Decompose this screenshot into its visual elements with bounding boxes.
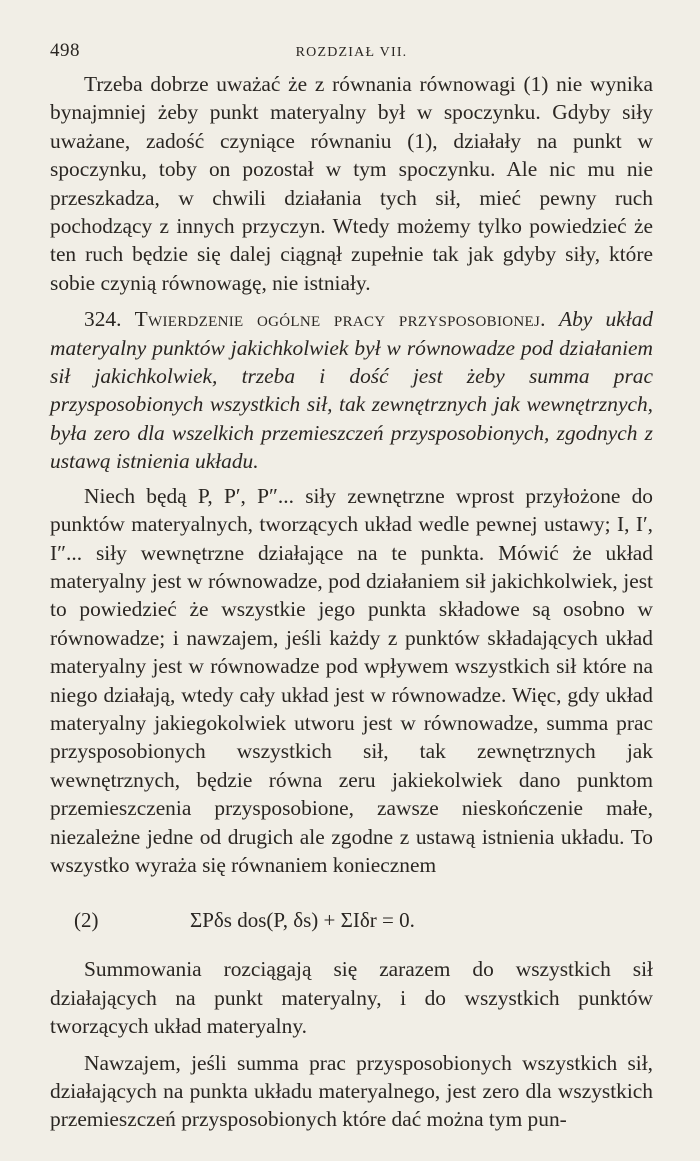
paragraph-proof: Niech będą P, P′, P″... siły zewnętrzne wprost przyłożone do punktów materyalnych, tworzących układ wedle pewnej ustawy; I, I′, I″... siły wewnętrzne działające na te punkta. Mówić że układ materyalny jest w równowadze, pod działaniem sił jakichkolwiek, jest to powiedzieć że wszystkie jego punkta składowe są osobno w równowadze; i nawzajem, jeśli każdy z punktów składających układ materyalny jest w równowadze pod wpływem wszystkich sił które na niego działają, wtedy cały układ jest w równowadze. Więc, gdy układ materyalny jakiegokolwiek utworu jest w równowadze, summa prac przysposobionych wszystkich sił, tak zewnętrznych jak wewnętrznych, będzie równa zeru jakiekolwiek dano punktom przemieszczenia przysposobione, zawsze nieskończenie małe, niezależne jedne od drugich ale zgodne z ustawą istnienia układu. To wszystko wyraża się równaniem koniecznem: [50, 483, 653, 877]
book-page: [50, 40, 653, 1134]
theorem-paragraph: [50, 305, 653, 475]
theorem-statement: Aby układ materyalny punktów jakichkolwiek był w równowadze pod działaniem sił jakichkolwiek, trzeba i dość jest żeby summa prac przysposobionych wszystkich sił, tak zewnętrznych jak wewnętrznych, była zero dla wszelkich przemieszczeń przysposobionych, zgodnych z ustawą istnienia układu.: [50, 307, 653, 474]
paragraph-equilibrium-remark: Trzeba dobrze uważać że z równania równowagi (1) nie wynika bynajmniej żeby punkt materyalny był w spoczynku. Gdyby siły uważane, zadość czyniące równaniu (1), działały na punkt w spoczynku, toby on pozostał w tym spoczynku. Ale nic mu nie przeszkadza, w chwili działania tych sił, mieć pewny ruch pochodzący z innych przyczyn. Wtedy możemy tylko powiedzieć że ten ruch będzie się dalej ciągnął zupełnie tak jak gdyby siły, które sobie czynią równowagę, nie istniały.: [50, 72, 653, 295]
equation-block: [50, 905, 653, 935]
running-head: ROZDZIAŁ VII.: [295, 45, 408, 60]
paragraph-summation: Summowania rozciągają się zarazem do wszystkich sił działających na punkt materyalny, i do wszystkich punktów tworzących układ materyalny.: [50, 957, 653, 1039]
page-number: 498: [50, 40, 80, 61]
page-header: [50, 40, 653, 70]
theorem-title: Twierdzenie ogólne pracy przysposobionej.: [134, 307, 546, 332]
equation-number: (2): [74, 907, 99, 932]
paragraph-converse: Nawzajem, jeśli summa prac przysposobionych wszystkich sił, działających na punkta układu materyalnego, jest zero dla wszystkich przemieszczeń przysposobionych które dać można tym pun-: [50, 1050, 653, 1132]
equation-formula: ΣPδs dos(P, δs) + ΣIδr = 0.: [190, 907, 415, 932]
theorem-number: 324.: [84, 307, 122, 332]
